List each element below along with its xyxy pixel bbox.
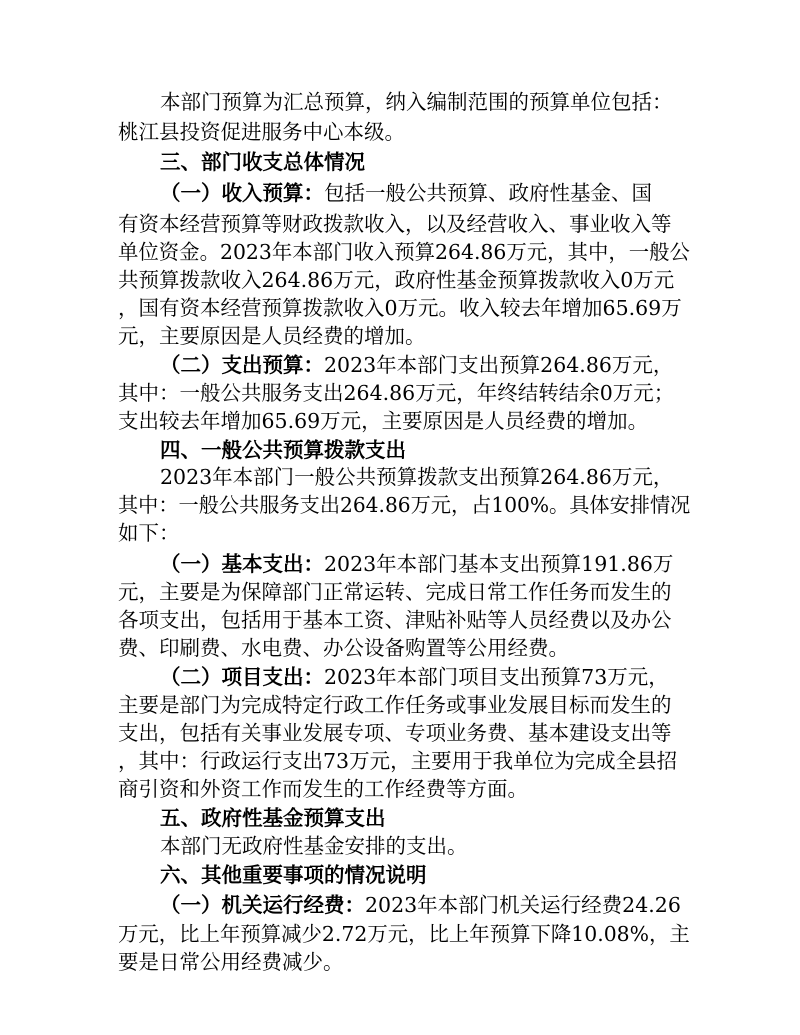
section-heading: 四、一般公共预算拨款支出 [160,438,406,462]
section-heading: 三、部门收支总体情况 [160,150,365,174]
paragraph-line: 其中：一般公共服务支出264.86万元，年终结转结余0万元； [118,381,675,405]
subheading: （二）项目支出： [160,665,324,689]
paragraph-line: 单位资金。2023年本部门收入预算264.86万元，其中，一般公 [118,240,690,264]
subheading: （一）收入预算： [160,181,324,205]
paragraph-line: 元，主要原因是人员经费的增加。 [118,324,426,348]
paragraph-line: 万元，比上年预算减少2.72万元，比上年预算下降10.08%，主 [118,922,690,946]
paragraph-line: 其中：一般公共服务支出264.86万元，占100%。具体安排情况 [118,493,691,517]
paragraph-line: 共预算拨款收入264.86万元，政府性基金预算拨款收入0万元 [118,268,675,292]
paragraph-line: ，国有资本经营预算拨款收入0万元。收入较去年增加65.69万 [118,296,682,320]
paragraph-line: 有资本经营预算等财政拨款收入，以及经营收入、事业收入等 [118,212,672,236]
paragraph-line: 商引资和外资工作而发生的工作经费等方面。 [118,777,528,801]
paragraph-line: 支出，包括有关事业发展专项、专项业务费、基本建设支出等 [118,721,672,745]
paragraph-line: 如下： [118,521,180,545]
paragraph-line: 支出较去年增加65.69万元，主要原因是人员经费的增加。 [118,409,649,433]
paragraph-line: ，其中：行政运行支出73万元，主要用于我单位为完成全县招 [118,749,678,773]
paragraph-line: （一）收入预算：包括一般公共预算、政府性基金、国 [160,181,652,205]
paragraph-line: 本部门无政府性基金安排的支出。 [160,834,468,858]
paragraph-line: （二）支出预算：2023年本部门支出预算264.86万元， [160,353,674,377]
paragraph-line: 桃江县投资促进服务中心本级。 [118,120,405,144]
subheading: （一）基本支出： [160,552,324,576]
paragraph-line: 2023年本部门一般公共预算拨款支出预算264.86万元， [160,465,674,489]
paragraph-line: （一）基本支出：2023年本部门基本支出预算191.86万 [160,552,674,576]
subheading: （二）支出预算： [160,353,324,377]
paragraph-line: （二）项目支出：2023年本部门项目支出预算73万元， [160,665,669,689]
paragraph-line: （一）机关运行经费：2023年本部门机关运行经费24.26 [160,893,681,917]
paragraph-line: 本部门预算为汇总预算，纳入编制范围的预算单位包括： [160,90,673,114]
section-heading: 六、其他重要事项的情况说明 [160,863,427,887]
subheading: （一）机关运行经费： [160,893,365,917]
paragraph-line: 主要是部门为完成特定行政工作任务或事业发展目标而发生的 [118,693,672,717]
section-heading: 五、政府性基金预算支出 [160,806,386,830]
paragraph-line: 要是日常公用经费减少。 [118,950,344,974]
paragraph-line: 元，主要是为保障部门正常运转、完成日常工作任务而发生的 [118,580,672,604]
paragraph-line: 费、印刷费、水电费、办公设备购置等公用经费。 [118,636,569,660]
paragraph-line: 各项支出，包括用于基本工资、津贴补贴等人员经费以及办公 [118,608,672,632]
